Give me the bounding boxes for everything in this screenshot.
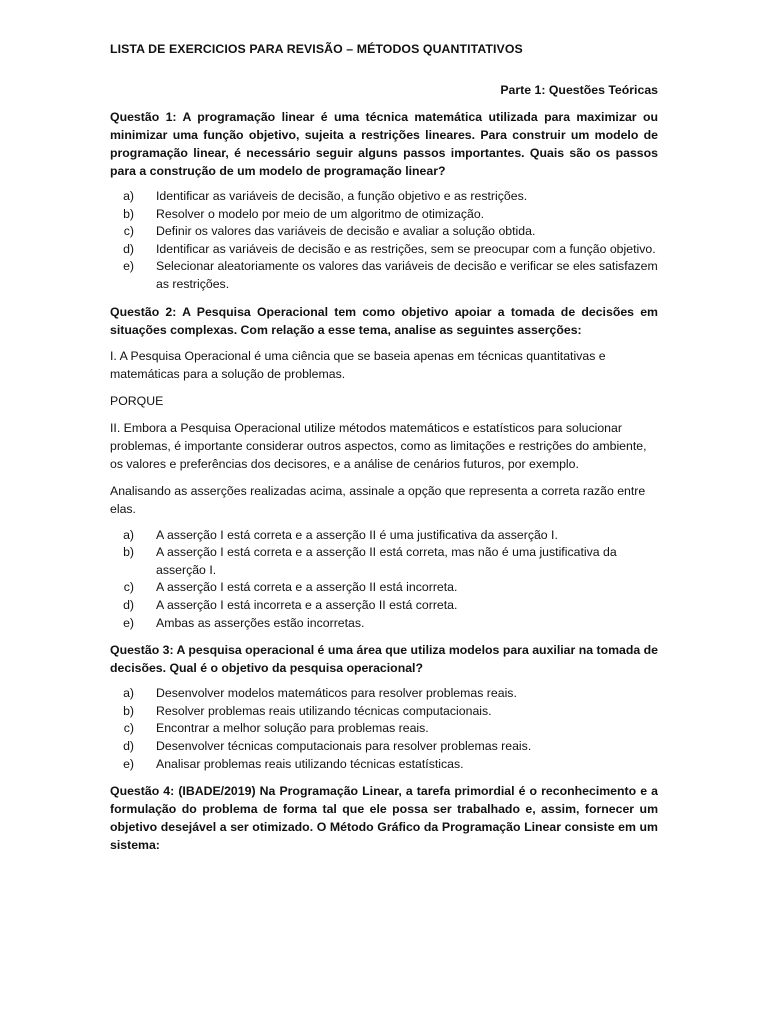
option-letter: a) [123, 527, 134, 542]
question-2-prompt: Questão 2: A Pesquisa Operacional tem como objetivo apoiar a tomada de decisões em situações complexas. Com relação a esse tema, analise as seguintes asserções: [110, 304, 658, 337]
question-1-option-b [110, 206, 658, 224]
option-text: Resolver problemas reais utilizando técnicas computacionais. [156, 703, 492, 718]
option-letter: c) [123, 721, 134, 736]
option-letter: c) [123, 224, 134, 239]
question-2-option-b [110, 544, 658, 579]
part-title: Parte 1: Questões Teóricas [500, 83, 658, 97]
question-1-option-c [110, 223, 658, 241]
option-letter: b) [123, 206, 134, 221]
option-text: Resolver o modelo por meio de um algoritmo de otimização. [156, 206, 485, 221]
question-1-options [110, 188, 658, 294]
question-1-option-d [110, 241, 658, 259]
question-3-option-e [110, 756, 658, 774]
option-text: Selecionar aleatoriamente os valores das variáveis de decisão e verificar se eles satisfazem as restrições. [156, 259, 658, 291]
question-3-options [110, 685, 658, 773]
option-letter: e) [123, 615, 134, 630]
question-1-option-e [110, 258, 658, 293]
assertion-1: I. A Pesquisa Operacional é uma ciência que se baseia apenas em técnicas quantitativas e matemáticas para a solução de problemas. [110, 348, 606, 381]
option-text: A asserção I está incorreta e a asserção II está correta. [156, 597, 458, 612]
option-letter: e) [123, 756, 134, 771]
question-1-prompt: Questão 1: A programação linear é uma técnica matemática utilizada para maximizar ou minimizar uma função objetivo, sujeita a restrições lineares. Para construir um modelo de programação linear, é necessário seguir alguns passos importantes. Quais são os passos para a construção de um modelo de programação linear? [110, 110, 658, 178]
option-text: A asserção I está correta e a asserção II é uma justificativa da asserção I. [156, 527, 558, 542]
option-letter: a) [123, 189, 134, 203]
question-3-option-d [110, 738, 658, 756]
option-text: Ambas as asserções estão incorretas. [156, 615, 365, 630]
option-letter: a) [123, 686, 134, 701]
option-letter: e) [123, 259, 134, 274]
question-2-option-c [110, 579, 658, 597]
question-3-prompt: Questão 3: A pesquisa operacional é uma área que utiliza modelos para auxiliar na tomada de decisões. Qual é o objetivo da pesquisa operacional? [110, 643, 658, 676]
option-text: A asserção I está correta e a asserção II está correta, mas não é uma justificativa da asserção I. [156, 545, 617, 577]
question-4-prompt: Questão 4: (IBADE/2019) Na Programação Linear, a tarefa primordial é o reconhecimento e a formulação do problema de forma tal que ele possa ser trabalhado e, assim, fornecer um objetivo desejável a ser otimizado. O Método Gráfico da Programação Linear consiste em um sistema: [110, 784, 658, 853]
question-2-option-d [110, 597, 658, 615]
option-letter: b) [123, 703, 134, 718]
option-text: Identificar as variáveis de decisão, a função objetivo e as restrições. [156, 189, 528, 203]
option-text: Definir os valores das variáveis de decisão e avaliar a solução obtida. [156, 224, 536, 239]
option-letter: c) [123, 580, 134, 595]
option-text: Analisar problemas reais utilizando técnicas estatísticas. [156, 756, 464, 771]
option-text: Desenvolver técnicas computacionais para resolver problemas reais. [156, 738, 532, 753]
assertion-connector: PORQUE [110, 393, 164, 408]
question-2-options [110, 527, 658, 633]
question-3-option-c [110, 720, 658, 738]
question-3-option-a [110, 685, 658, 703]
option-letter: b) [123, 545, 134, 560]
option-text: Desenvolver modelos matemáticos para resolver problemas reais. [156, 686, 517, 701]
document-title: LISTA DE EXERCICIOS PARA REVISÃO – MÉTODOS QUANTITATIVOS [110, 42, 523, 56]
question-2-option-e [110, 615, 658, 633]
option-text: A asserção I está correta e a asserção II está incorreta. [156, 580, 458, 595]
question-2-option-a [110, 527, 658, 545]
assertion-2: II. Embora a Pesquisa Operacional utilize métodos matemáticos e estatísticos para solucionar problemas, é importante considerar outros aspectos, como as limitações e restrições do ambiente, os valores e preferências dos decisores, e a análise de cenários futuros, por exemplo. [110, 420, 647, 471]
option-letter: d) [123, 738, 134, 753]
question-1-option-a [110, 188, 658, 206]
question-2-instruction: Analisando as asserções realizadas acima, assinale a opção que representa a correta razão entre elas. [110, 483, 646, 516]
option-letter: d) [123, 597, 134, 612]
option-text: Encontrar a melhor solução para problemas reais. [156, 721, 429, 736]
option-text: Identificar as variáveis de decisão e as restrições, sem se preocupar com a função objetivo. [156, 241, 656, 256]
option-letter: d) [123, 241, 134, 256]
question-3-option-b [110, 703, 658, 721]
